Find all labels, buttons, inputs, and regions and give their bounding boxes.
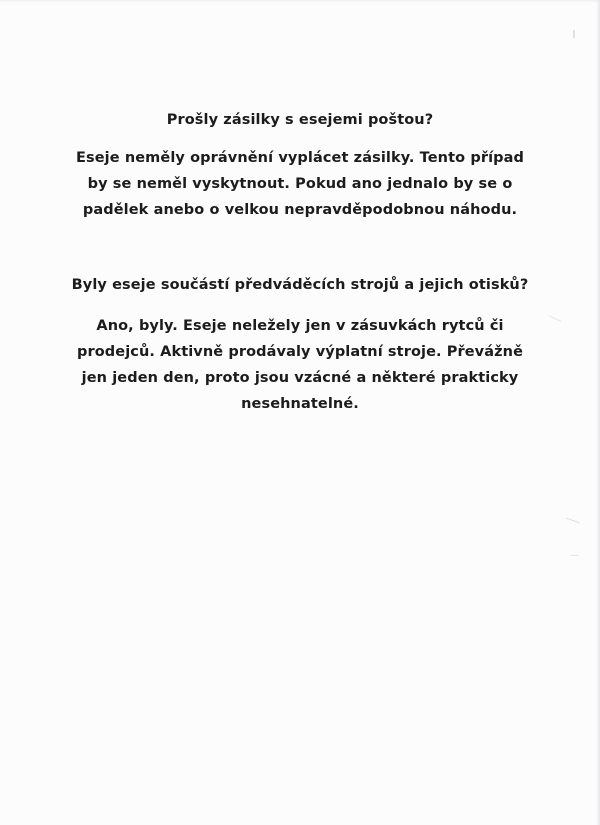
answer-2-line: jen jeden den, proto jsou vzácné a některé prakticky (81, 370, 519, 386)
scan-mark (570, 555, 578, 556)
answer-2-paragraph (40, 313, 560, 417)
question-2-heading (40, 275, 560, 295)
answer-2-line: prodejců. Aktivně prodávaly výplatní stroje. Převážně (76, 344, 524, 360)
scan-mark (566, 518, 579, 524)
answer-1-line: Eseje neměly oprávnění vyplácet zásilky. Tento případ (76, 150, 524, 166)
question-1-heading (40, 110, 560, 130)
question-2-text: Byly eseje součástí předváděcích strojů a jejich otisků? (71, 277, 529, 293)
question-1-text: Prošly zásilky s esejemi poštou? (166, 112, 434, 128)
answer-1-line: padělek anebo o velkou nepravděpodobnou náhodu. (82, 202, 518, 218)
answer-2-line: Ano, byly. Eseje neležely jen v zásuvkách rytců či (96, 318, 504, 334)
answer-1-paragraph (40, 145, 560, 223)
answer-1-line: by se neměl vyskytnout. Pokud ano jednalo by se o (87, 176, 513, 192)
scan-mark (573, 30, 575, 38)
answer-2-line: nesehnatelné. (241, 396, 359, 412)
scan-edge-right (596, 0, 600, 825)
scan-edge-top (0, 0, 600, 3)
